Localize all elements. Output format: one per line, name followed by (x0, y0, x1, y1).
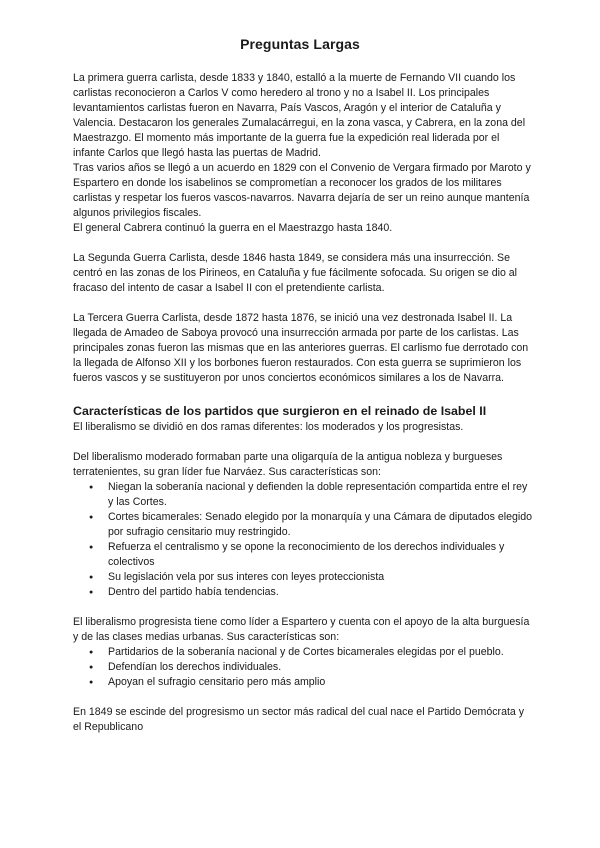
paragraph-progressives: El liberalismo progresista tiene como líder a Espartero y cuenta con el apoyo de la alta burguesía y de las clases medias urbanas. Sus características son: (73, 616, 530, 643)
document-body (73, 71, 533, 735)
list-item: ● Dentro del partido había tendencias. (73, 585, 533, 600)
paragraph-cabrera: El general Cabrera continuó la guerra en el Maestrazgo hasta 1840. (73, 222, 393, 234)
paragraph-third-carlist-war: La Tercera Guerra Carlista, desde 1872 hasta 1876, se inició una vez destronada Isabel II. La llegada de Amadeo de Saboya provocó una insurrección armada por parte de los carlistas. Las principales zonas fueron las mismas que en las anteriores guerras. El carlismo fue derrotado con la llegada de Alfonso XII y los borbones fueron restaurados. Con esta guerra se suprimieron los fueros vascos y se sustituyeron por unos conciertos económicos similares a los de Navarra. (73, 312, 529, 384)
progressives-list (73, 645, 533, 690)
list-item: ● Niegan la soberanía nacional y defienden la doble representación compartida entre el rey y las Cortes. (73, 480, 533, 510)
paragraph-democrats: En 1849 se escinde del progresismo un sector más radical del cual nace el Partido Demócrata y el Republicano (73, 706, 525, 733)
list-item: ● Defendían los derechos individuales. (73, 660, 533, 675)
list-item: ● Su legislación vela por sus interes con leyes proteccionista (73, 570, 533, 585)
list-item: ● Cortes bicamerales: Senado elegido por la monarquía y una Cámara de diputados elegido por sufragio censitario muy restringido. (73, 510, 533, 540)
section-heading: Características de los partidos que surgieron en el reinado de Isabel II (73, 404, 487, 418)
moderates-list (73, 480, 533, 600)
list-item: ● Apoyan el sufragio censitario pero más amplio (73, 675, 533, 690)
paragraph-first-carlist-war: La primera guerra carlista, desde 1833 y 1840, estalló a la muerte de Fernando VII cuando los carlistas reconocieron a Carlos V como heredero al trono y no a Isabel II. Los principales levantamientos carlistas fueron en Navarra, País Vascos, Aragón y el interior de Cataluña y Valencia. Destacaron los generales Zumalacárregui, en la zona vasca, y Cabrera, en la zona del Maestrazgo. El momento más importante de la guerra fue la expedición real liderada por el infante Carlos que llegó hasta las puertas de Madrid. (73, 72, 526, 159)
paragraph-moderates: Del liberalismo moderado formaban parte una oligarquía de la antigua nobleza y burgueses terratenientes, su gran líder fue Narváez. Sus características son: (73, 451, 503, 478)
paragraph-vergara-agreement: Tras varios años se llegó a un acuerdo en 1829 con el Convenio de Vergara firmado por Maroto y Espartero en donde los isabelinos se comprometían a reconocer los grados de los militares carlistas y respetar los fueros vascos-navarros. Navarra dejaría de ser un reino aunque mantenía algunos privilegios fiscales. (73, 162, 531, 219)
paragraph-second-carlist-war: La Segunda Guerra Carlista, desde 1846 hasta 1849, se considera más una insurrección. Se centró en las zonas de los Pirineos, en Cataluña y fue fácilmente sofocada. Su origen se dio al fracaso del intento de casar a Isabel II con el pretendiente carlista. (73, 252, 518, 294)
page-title: Preguntas Largas (240, 36, 360, 52)
paragraph-liberalism-split: El liberalismo se dividió en dos ramas diferentes: los moderados y los progresistas. (73, 421, 464, 433)
list-item: ● Partidarios de la soberanía nacional y de Cortes bicamerales elegidas por el pueblo. (73, 645, 533, 660)
list-item: ● Refuerza el centralismo y se opone la reconocimiento de los derechos individuales y colectivos (73, 540, 533, 570)
